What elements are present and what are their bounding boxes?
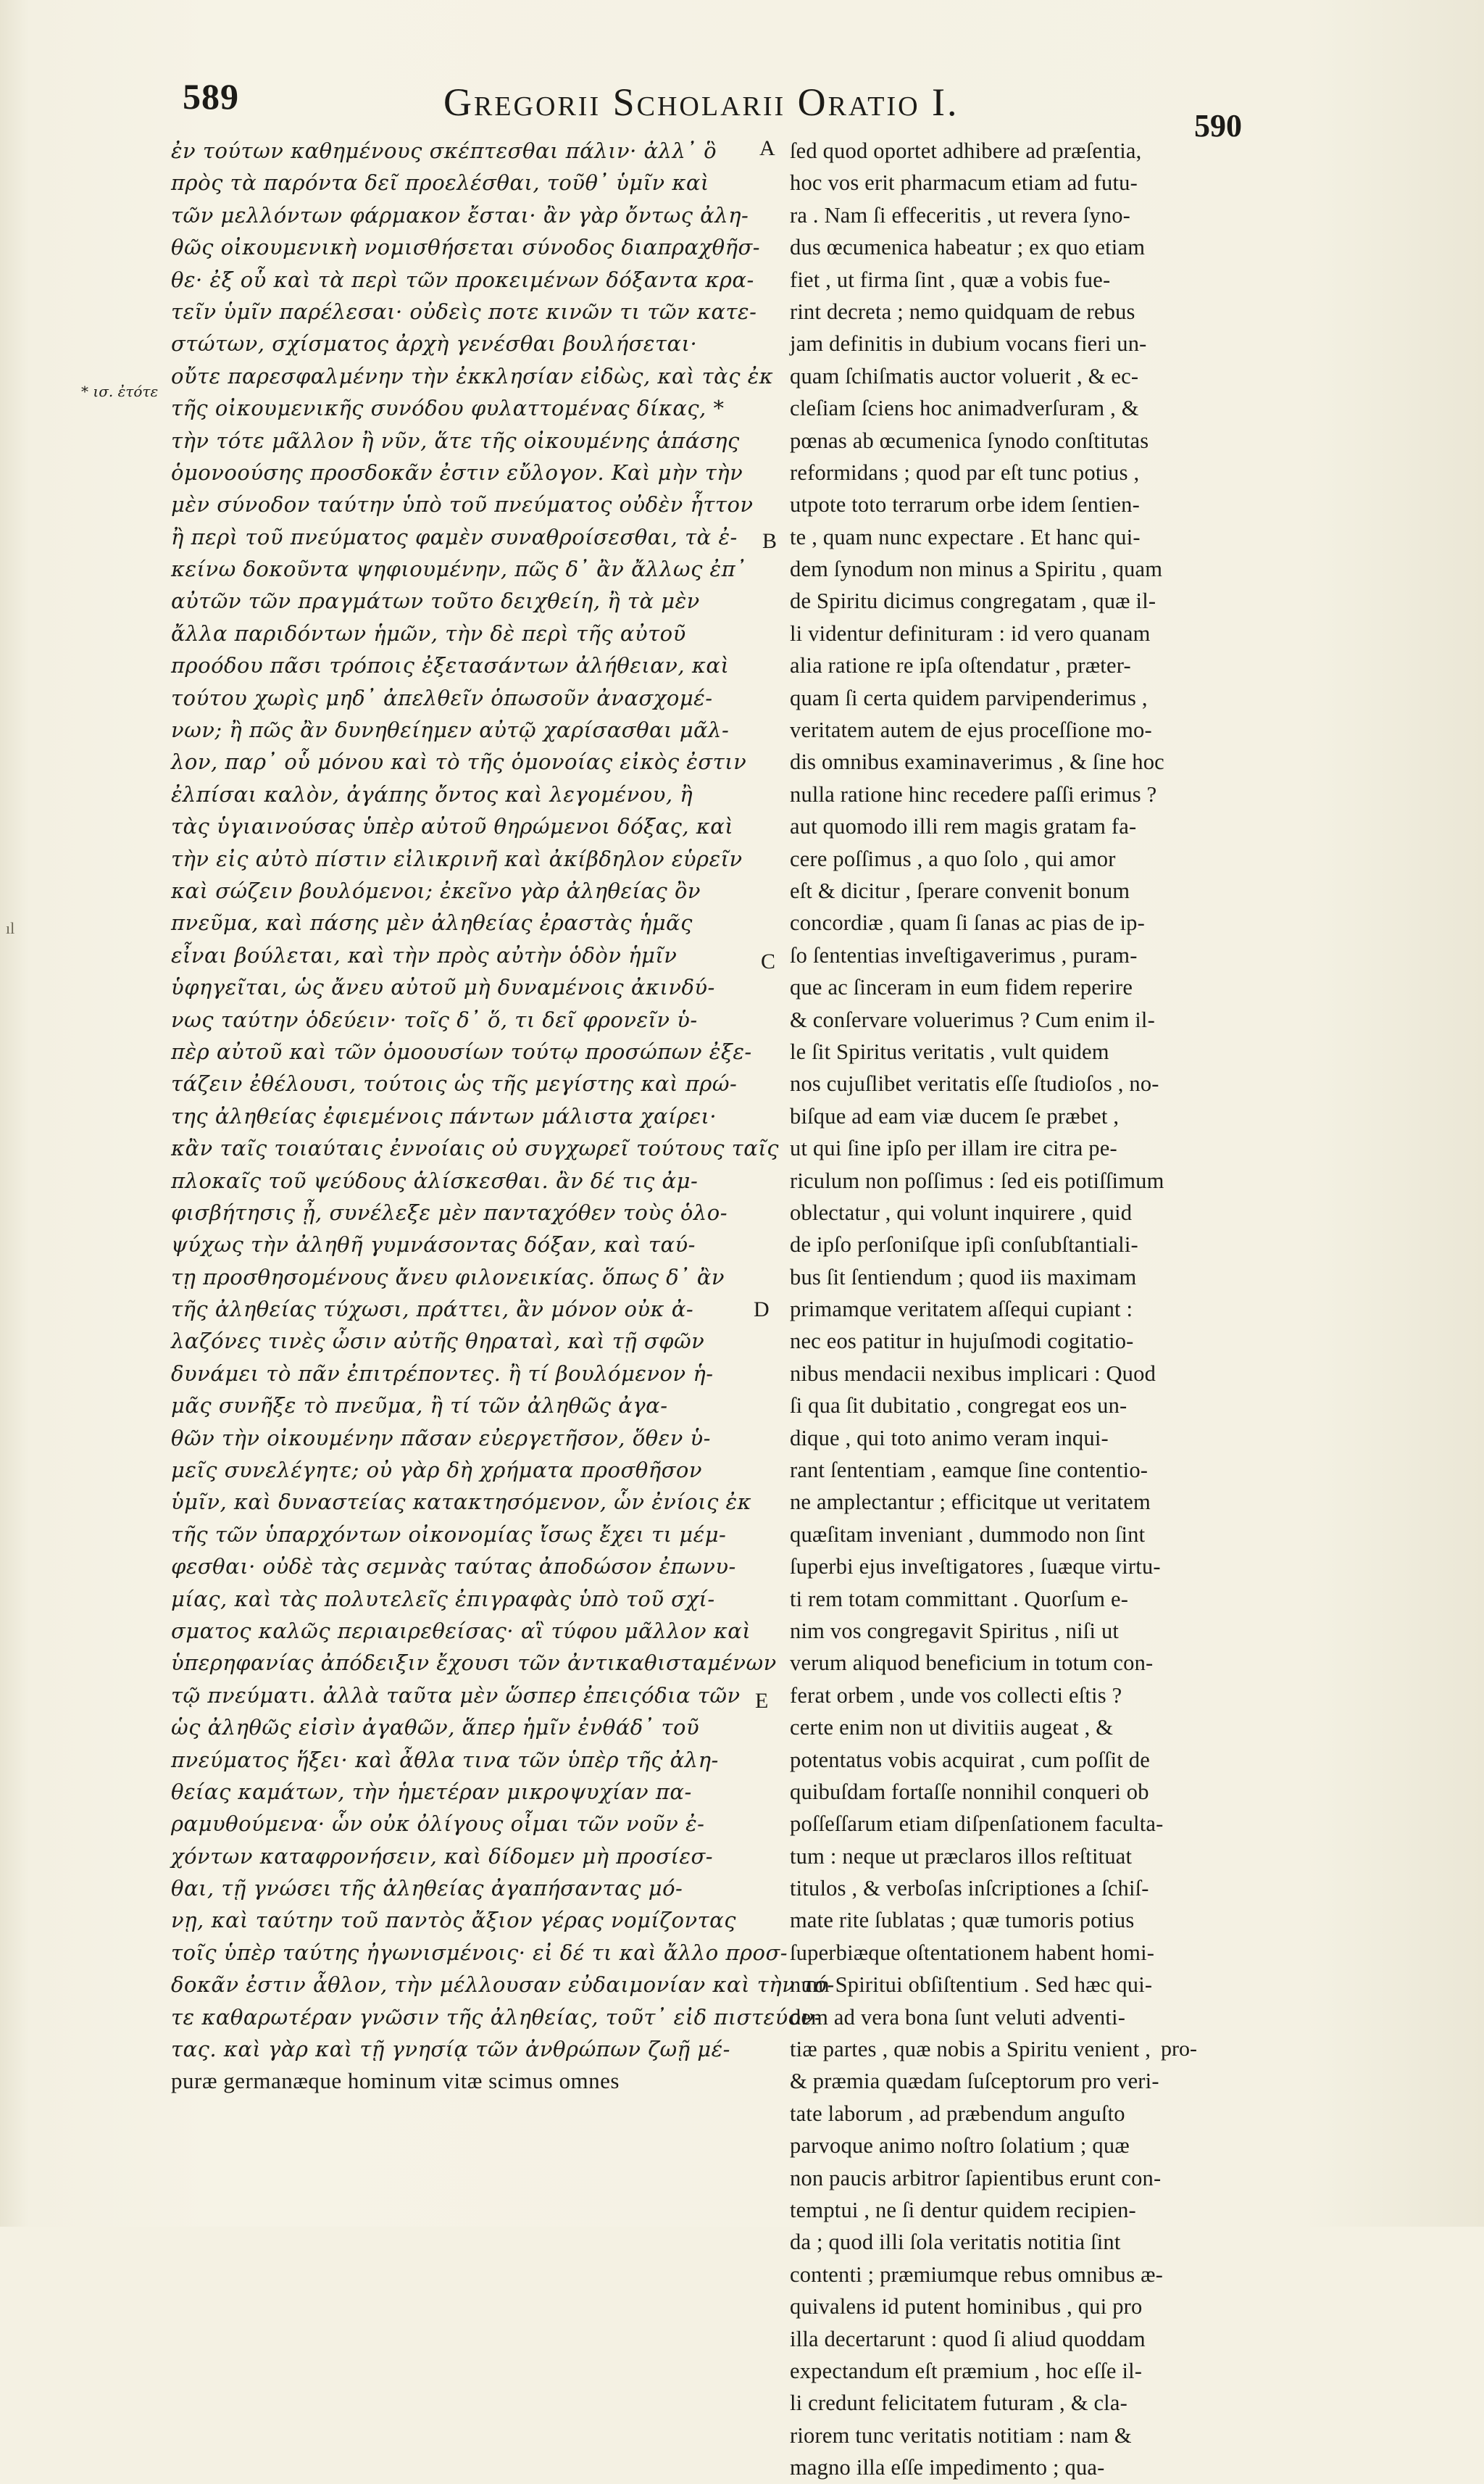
- latin-text-line: nec eos patitur in hujuſmodi cogitatio-: [790, 1329, 1134, 1354]
- greek-text-line: σματος καλῶς περιαιρεθείσας· αἳ τύφου μᾶλλον καὶ: [171, 1618, 751, 1643]
- greek-text-line: της ἀληθείας ἐφιεμένοις πάντων μάλιστα χαίρει·: [171, 1103, 717, 1129]
- latin-text-line: tum : neque ut præclaros illos reſtituat: [790, 1843, 1133, 1869]
- latin-text-line: nim vos congregavit Spiritus , niſi ut: [790, 1618, 1120, 1643]
- latin-text-line: rint decreta ; nemo quidquam de rebus: [790, 299, 1135, 324]
- greek-text-line: προόδου πᾶσι τρόποις ἐξετασάντων ἀλήθειαν, καὶ: [171, 653, 730, 678]
- latin-text-line: dem ſynodum non minus a Spiritu , quam: [790, 557, 1163, 582]
- greek-text-line: ψύχως τὴν ἀληθῆ γυμνάσοντας δόξαν, καὶ ταύ-: [171, 1232, 696, 1258]
- latin-text-line: cleſiam ſciens hoc animadverſuram , &: [790, 396, 1139, 421]
- latin-text-line: nulla ratione hinc recedere paſſi erimus ?: [790, 781, 1157, 807]
- section-marker-c: C: [761, 950, 776, 973]
- greek-text-line: θαι, τῇ γνώσει τῆς ἀληθείας ἀγαπήσαντας μό-: [171, 1876, 683, 1901]
- greek-text-line: μᾶς συνῆξε τὸ πνεῦμα, ἢ τί τῶν ἀληθῶς ἀγα-: [171, 1393, 668, 1418]
- greek-text-line: λαζόνες τινὲς ὦσιν αὐτῆς θηραταὶ, καὶ τῇ σφῶν: [171, 1329, 705, 1354]
- greek-text-line: τὴν τότε μᾶλλον ἢ νῦν, ἅτε τῆς οἰκουμένης ἁπάσης: [171, 428, 740, 453]
- greek-text-line: τῷ πνεύματι. ἀλλὰ ταῦτα μὲν ὥσπερ ἐπειςόδια τῶν: [171, 1682, 741, 1708]
- latin-text-line: & conſervare voluerimus ? Cum enim il-: [790, 1007, 1155, 1032]
- greek-text-line: κἂν ταῖς τοιαύταις ἐννοίαις οὐ συγχωρεῖ τούτους ταῖς: [171, 1136, 779, 1161]
- latin-text-line: que ac ſinceram in eum fidem reperire: [790, 975, 1133, 1000]
- greek-text-line: θείας καμάτων, τὴν ἡμετέραν μικροψυχίαν πα-: [171, 1779, 692, 1804]
- greek-text-line: ὡς ἀληθῶς εἰσὶν ἀγαθῶν, ἅπερ ἡμῖν ἐνθάδ᾽ τοῦ: [171, 1715, 700, 1740]
- latin-text-line: ferat orbem , unde vos collecti eſtis ?: [790, 1682, 1122, 1708]
- section-marker-e: E: [755, 1689, 769, 1713]
- latin-text-line: titulos , & verboſas inſcriptiones a ſchiſ-: [790, 1876, 1149, 1901]
- latin-text-line: ſed quod oportet adhibere ad præſentia,: [790, 138, 1142, 163]
- greek-text-line: τοῖς ὑπὲρ ταύτης ἠγωνισμένοις· εἰ δέ τι καὶ ἄλλο προσ-: [171, 1940, 788, 1965]
- latin-text-line: ſi qua ſit dubitatio , congregat eos un-: [790, 1393, 1127, 1418]
- greek-text-line: ἐν τούτων καθημένους σκέπτεσθαι πάλιν· ἀλλ᾽ ὃ: [171, 138, 717, 163]
- latin-text-line: jam definitis in dubium vocans fieri un-: [790, 331, 1147, 357]
- greek-text-line: χόντων καταφρονήσειν, καὶ δίδομεν μὴ προσίεσ-: [171, 1843, 714, 1869]
- latin-text-line: ſo ſententias inveſtigaverimus , puram-: [790, 942, 1138, 968]
- latin-text-line: riorem tunc veritatis notitiam : nam &: [790, 2422, 1132, 2448]
- latin-text-line: li credunt felicitatem futuram , & cla-: [790, 2390, 1127, 2416]
- latin-text-line: verum aliquod beneficium in totum con-: [790, 1650, 1154, 1676]
- latin-text-line: quibuſdam fortaſſe nonnihil conqueri ob: [790, 1779, 1149, 1804]
- greek-text-line: φεσθαι· οὐδὲ τὰς σεμνὰς ταύτας ἀποδώσον ἐπωνυ-: [171, 1554, 736, 1579]
- greek-text-line: ὑπερηφανίας ἀπόδειξιν ἔχουσι τῶν ἀντικαθισταμένων: [171, 1650, 777, 1676]
- greek-text-line: τάζειν ἐθέλουσι, τούτοις ὡς τῆς μεγίστης καὶ πρώ-: [171, 1071, 738, 1097]
- latin-text-line: ut qui ſine ipſo per illam ire citra pe-: [790, 1136, 1117, 1161]
- latin-text-line: num Spiritui obſiſtentium . Sed hæc qui-: [790, 1972, 1153, 1998]
- latin-text-line: poſſeſſarum etiam diſpenſationem faculta-: [790, 1811, 1164, 1837]
- greek-text-line: τῆς τῶν ὑπαρχόντων οἰκονομίας ἴσως ἔχει τι μέμ-: [171, 1521, 727, 1547]
- catchword: pro-: [1161, 2037, 1197, 2061]
- latin-text-line: ra . Nam ſi effeceritis , ut revera ſyno-: [790, 202, 1131, 228]
- greek-text-line: νως ταύτην ὁδεύειν· τοῖς δ᾽ ὅ, τι δεῖ φρονεῖν ὑ-: [171, 1007, 698, 1032]
- greek-text-column: [171, 135, 835, 2098]
- latin-text-line: quivalens id putent hominibus , qui pro: [790, 2294, 1143, 2319]
- section-marker-b: B: [762, 529, 778, 553]
- greek-text-line: οὔτε παρεσφαλμένην τὴν ἐκκλησίαν εἰδὼς, καὶ τὰς ἐκ: [171, 363, 774, 389]
- latin-text-line: ne amplectantur ; efficitque ut veritatem: [790, 1490, 1151, 1515]
- latin-text-line: tate laborum , ad præbendum anguſto: [790, 2101, 1125, 2126]
- greek-text-line: πνεύματος ἥξει· καὶ ἆθλα τινα τῶν ὑπὲρ τῆς ἀλη-: [171, 1747, 719, 1772]
- greek-text-line: ἢ περὶ τοῦ πνεύματος φαμὲν συναθροίσεσθαι, τὰ ἐ-: [171, 524, 738, 549]
- latin-text-line: illa decertarunt : quod ſi aliud quoddam: [790, 2326, 1146, 2351]
- latin-text-line: mate rite ſublatas ; quæ tumoris potius: [790, 1908, 1135, 1933]
- latin-text-line: parvoque animo noſtro ſolatium ; quæ: [790, 2133, 1130, 2159]
- latin-text-line: dem ad vera bona ſunt veluti adventi-: [790, 2004, 1126, 2030]
- greek-text-line: τε καθαρωτέραν γνῶσιν τῆς ἀληθείας, τοῦτ᾽ εἰδ πιστεύον-: [171, 2004, 822, 2030]
- latin-text-line: magno illa eſſe impedimento ; qua-: [790, 2455, 1105, 2480]
- latin-text-line: quam ſchiſmatis auctor voluerit , & ec-: [790, 363, 1139, 389]
- latin-text-line: contenti ; præmiumque rebus omnibus æ-: [790, 2261, 1164, 2287]
- latin-text-line: reformidans ; quod par eſt tunc potius ,: [790, 460, 1140, 485]
- latin-text-line: ſuperbiæque oſtentationem habent homi-: [790, 1940, 1155, 1965]
- margin-note: * ισ. ἐτότε: [81, 383, 159, 400]
- greek-text-line: ὁμονοούσης προσδοκᾶν ἐστιν εὔλογον. Καὶ μὴν τὴν: [171, 460, 743, 485]
- latin-text-line: nos cujuſlibet veritatis eſſe ſtudioſos , no-: [790, 1071, 1159, 1097]
- latin-text-column: [790, 135, 1251, 2484]
- latin-text-line: pœnas ab œcumenica ſynodo conſtitutas: [790, 428, 1149, 453]
- greek-text-line: ὑμῖν, καὶ δυναστείας κατακτησόμενον, ὧν ἐνίοις ἐκ: [171, 1490, 752, 1515]
- greek-text-line: τας. καὶ γὰρ καὶ τῇ γνησίᾳ τῶν ἀνθρώπων ζωῇ μέ-: [171, 2037, 730, 2062]
- greek-text-line: πλοκαῖς τοῦ ψεύδους ἁλίσκεσθαι. ἂν δέ τις ἀμ-: [171, 1168, 699, 1193]
- latin-text-line: te , quam nunc expectare . Et hanc qui-: [790, 524, 1141, 549]
- running-title: Gregorii Scholarii Oratio I.: [443, 80, 959, 124]
- latin-text-line: de ipſo perſoniſque ipſi conſubſtantiali-: [790, 1232, 1138, 1258]
- greek-text-line: πὲρ αὐτοῦ καὶ τῶν ὁμοουσίων τούτῳ προσώπων ἐξε-: [171, 1039, 752, 1064]
- greek-text-line: δοκᾶν ἐστιν ἆθλον, τὴν μέλλουσαν εὐδαιμονίαν καὶ τὴν τό-: [171, 1972, 835, 1998]
- greek-text-line: θε· ἐξ οὗ καὶ τὰ περὶ τῶν προκειμένων δόξαντα κρα-: [171, 267, 754, 292]
- latin-text-line: dis omnibus examinaverimus , & ſine hoc: [790, 749, 1164, 775]
- latin-text-line: quam ſi certa quidem parvipenderimus ,: [790, 685, 1148, 710]
- latin-text-line: aut quomodo illi rem magis gratam fa-: [790, 814, 1137, 839]
- greek-text-line: θῶς οἰκουμενικὴ νομισθήσεται σύνοδος διαπραχθῆσ-: [171, 235, 761, 260]
- page-header: [0, 70, 1484, 144]
- latin-text-line: concordiæ , quam ſi ſanas ac pias de ip-: [790, 910, 1145, 936]
- latin-text-line: & præmia quædam ſuſceptorum pro veri-: [790, 2069, 1159, 2094]
- greek-text-line: μεῖς συνελέγητε; οὐ γὰρ δὴ χρήματα προσθῆσον: [171, 1458, 702, 1483]
- greek-column-latin-continuation: puræ germanæque hominum vitæ scimus omnes: [171, 2068, 620, 2094]
- page-number-right: 590: [1194, 108, 1242, 144]
- greek-text-line: τῶν μελλόντων φάρμακον ἔσται· ἂν γὰρ ὄντως ἀλη-: [171, 202, 749, 228]
- greek-text-line: κείνω δοκοῦντα ψηφιουμένην, πῶς δ᾽ ἂν ἄλλως ἐπ᾽: [171, 557, 747, 582]
- greek-text-line: ἄλλα παριδόντων ἡμῶν, τὴν δὲ περὶ τῆς αὐτοῦ: [171, 620, 686, 646]
- greek-text-line: ὑφηγεῖται, ὡς ἄνευ αὐτοῦ μὴ δυναμένοις ἀκινδύ-: [171, 975, 715, 1000]
- greek-text-line: τὴν εἰς αὐτὸ πίστιν εἰλικρινῆ καὶ ἀκίβδηλον εὑρεῖν: [171, 846, 743, 871]
- greek-text-line: μίας, καὶ τὰς πολυτελεῖς ἐπιγραφὰς ὑπὸ τοῦ σχί-: [171, 1586, 715, 1611]
- latin-text-line: alia ratione re ipſa oſtendatur , præter-: [790, 653, 1131, 678]
- latin-text-line: da ; quod illi ſola veritatis notitia ſint: [790, 2230, 1121, 2255]
- edge-mark: ıl: [6, 919, 15, 937]
- latin-text-line: de Spiritu dicimus congregatam , quæ il-: [790, 589, 1156, 614]
- latin-text-line: dique , qui toto animo veram inqui-: [790, 1425, 1109, 1450]
- greek-text-line: τούτου χωρὶς μηδ᾽ ἀπελθεῖν ὁπωσοῦν ἀνασχομέ-: [171, 685, 713, 710]
- latin-text-line: expectandum eſt præmium , hoc eſſe il-: [790, 2358, 1143, 2383]
- greek-text-line: ραμυθούμενα· ὧν οὐκ ὀλίγους οἶμαι τῶν νοῦν ἐ-: [171, 1811, 705, 1837]
- greek-text-line: καὶ σώζειν βουλόμενοι; ἐκεῖνο γὰρ ἀληθείας ὂν: [171, 878, 701, 903]
- latin-text-line: primamque veritatem aſſequi cupiant :: [790, 1297, 1133, 1322]
- greek-text-line: τὰς ὑγιαινούσας ὑπὲρ αὐτοῦ θηρώμενοι δόξας, καὶ: [171, 814, 734, 839]
- latin-text-line: non paucis arbitror ſapientibus erunt con-: [790, 2165, 1162, 2190]
- latin-text-line: ſuperbi ejus inveſtigatores , ſuæque virtu-: [790, 1554, 1161, 1579]
- greek-text-line: ἐλπίσαι καλὸν, ἀγάπης ὄντος καὶ λεγομένου, ἢ: [171, 781, 693, 807]
- latin-text-line: li videntur definituram : id vero quanam: [790, 620, 1151, 646]
- latin-text-line: potentatus vobis acquirat , cum poſſit de: [790, 1747, 1150, 1772]
- section-marker-a: A: [759, 136, 775, 160]
- greek-text-line: νων; ἢ πῶς ἂν δυνηθείημεν αὐτῷ χαρίσασθαι μᾶλ-: [171, 718, 730, 743]
- greek-text-line: φισβήτησις ᾖ, συνέλεξε μὲν πανταχόθεν τοὺς ὁλο-: [171, 1200, 728, 1225]
- latin-text-line: fiet , ut firma ſint , quæ a vobis fue-: [790, 267, 1111, 292]
- greek-text-line: αὐτῶν τῶν πραγμάτων τοῦτο δειχθείη, ἢ τὰ μὲν: [171, 589, 700, 614]
- greek-text-line: μὲν σύνοδον ταύτην ὑπὸ τοῦ πνεύματος οὐδὲν ἧττον: [171, 492, 754, 518]
- greek-text-line: θῶν τὴν οἰκουμένην πᾶσαν εὐεργετῆσον, ὅθεν ὑ-: [171, 1425, 711, 1450]
- latin-text-line: le ſit Spiritus veritatis , vult quidem: [790, 1039, 1109, 1064]
- greek-text-line: στώτων, σχίσματος ἀρχὴ γενέσθαι βουλήσεται·: [171, 331, 698, 357]
- greek-text-line: τῆς ἀληθείας τύχωσι, πράττει, ἂν μόνον οὐκ ἀ-: [171, 1297, 694, 1322]
- greek-text-line: πρὸς τὰ παρόντα δεῖ προελέσθαι, τοῦθ᾽ ὑμῖν καὶ: [171, 170, 709, 196]
- page-number-left: 589: [183, 76, 239, 117]
- latin-text-line: hoc vos erit pharmacum etiam ad futu-: [790, 170, 1138, 196]
- latin-text-line: temptui , ne ſi dentur quidem recipien-: [790, 2198, 1136, 2222]
- greek-text-line: τεῖν ὑμῖν παρέλεσαι· οὐδεὶς ποτε κινῶν τι τῶν κατε-: [171, 299, 757, 324]
- latin-text-line: ti rem totam committant . Quorſum e-: [790, 1586, 1129, 1611]
- latin-text-line: certe enim non ut divitiis augeat , &: [790, 1715, 1114, 1740]
- latin-text-line: oblectatur , qui volunt inquirere , quid: [790, 1200, 1133, 1225]
- latin-text-line: dus œcumenica habeatur ; ex quo etiam: [790, 235, 1146, 260]
- latin-text-line: quæſitam inveniant , dummodo non ſint: [790, 1521, 1146, 1547]
- greek-text-line: νῃ, καὶ ταύτην τοῦ παντὸς ἄξιον γέρας νομίζοντας: [171, 1908, 736, 1933]
- latin-text-line: eſt & dicitur , ſperare convenit bonum: [790, 878, 1130, 903]
- greek-text-line: λον, παρ᾽ οὗ μόνου καὶ τὸ τῆς ὁμονοίας εἰκὸς ἐστιν: [171, 749, 747, 775]
- latin-text-line: riculum non poſſimus : ſed eis potiſſimum: [790, 1168, 1164, 1193]
- latin-text-line: rant ſententiam , eamque ſine contentio-: [790, 1458, 1149, 1483]
- greek-text-line: εἶναι βούλεται, καὶ τὴν πρὸς αὐτὴν ὁδὸν ἡμῖν: [171, 942, 678, 968]
- latin-text-line: tiæ partes , quæ nobis a Spiritu venient ,: [790, 2037, 1151, 2062]
- section-marker-d: D: [754, 1297, 770, 1321]
- latin-text-line: utpote toto terrarum orbe idem ſentien-: [790, 492, 1140, 518]
- latin-text-line: veritatem autem de ejus proceſſione mo-: [790, 718, 1152, 743]
- greek-text-line: δυνάμει τὸ πᾶν ἐπιτρέποντες. ἢ τί βουλόμενον ἡ-: [171, 1361, 714, 1386]
- greek-text-line: τῆς οἰκουμενικῆς συνόδου φυλαττομένας δίκας, *: [171, 396, 725, 421]
- latin-text-line: bus ſit ſentiendum ; quod iis maximam: [790, 1264, 1137, 1289]
- greek-text-line: τῃ προσθησομένους ἄνευ φιλονεικίας. ὅπως δ᾽ ἂν: [171, 1264, 725, 1289]
- latin-text-line: biſque ad eam viæ ducem ſe præbet ,: [790, 1103, 1120, 1129]
- latin-text-line: cere poſſimus , a quo ſolo , qui amor: [790, 846, 1116, 871]
- greek-text-line: πνεῦμα, καὶ πάσης μὲν ἀληθείας ἐραστὰς ἡμᾶς: [171, 910, 693, 936]
- latin-text-line: nibus mendacii nexibus implicari : Quod: [790, 1361, 1156, 1386]
